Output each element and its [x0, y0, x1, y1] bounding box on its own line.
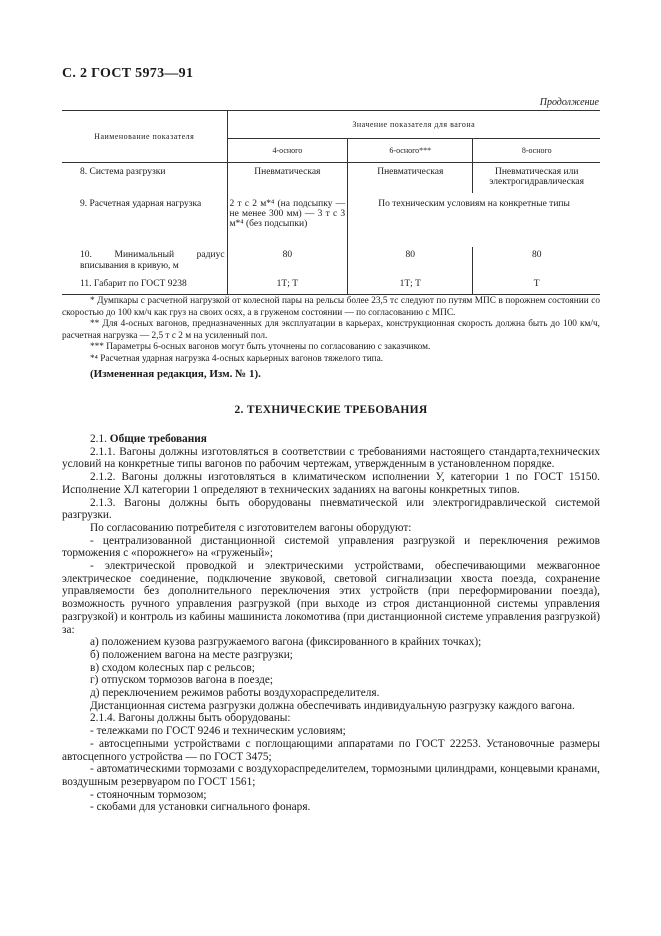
list-item: в) сходом колесных пар с рельсов;	[90, 661, 255, 674]
row-value-8: 80	[531, 249, 542, 260]
table-subheader-6: 6-осного***	[348, 139, 473, 163]
list-item: - централизованной дистанционной системой управления разгрузкой и переключения режимов торможения с «порожнего» на «груженый»;	[62, 534, 600, 560]
table-subheader-8: 8-осного	[473, 139, 600, 163]
list-item: - автосцепными устройствами с поглощающими аппаратами по ГОСТ 22253. Установочные размеры автосцепного устройства — по ГОСТ 3475;	[62, 737, 600, 763]
list-item: д) переключением режимов работы воздухораспределителя.	[90, 687, 380, 700]
footnotes	[62, 296, 600, 381]
paragraph: Дистанционная система разгрузки должна обеспечивать индивидуальную разгрузку каждого вагона.	[90, 699, 575, 712]
row-name: 11. Габарит по ГОСТ 9238	[62, 277, 227, 295]
table-row	[62, 247, 600, 277]
paragraph-2-1	[62, 433, 600, 446]
list-item: - электрической проводкой и электрическими устройствами, обеспечивающими межвагонное электрическое соединение, подключение звуковой, световой сигнализации хвоста поезда, сохранение управляемости без дополнительного переключения этих устройств (при переформировании поезда), возможность ручного управления разгрузкой (при выходе из строя дистанционной системы управления разгрузкой) и контроль из кабины машиниста локомотива (при дистанционной системе управления разгрузкой) за:	[62, 560, 600, 636]
list-item: - автоматическими тормозами с воздухораспределителем, тормозными цилиндрами, концевыми кранами, воздушным резервуаром по ГОСТ 1561;	[62, 763, 600, 788]
continuation-label: Продолжение	[539, 97, 599, 108]
paragraph: 2.1.2. Вагоны должны изготовляться в климатическом исполнении У, категории 1 по ГОСТ 15150. Исполнение ХЛ категории 1 определяют в технических заданиях на вагоны конкретных типов.	[62, 471, 600, 496]
section-title: 2. ТЕХНИЧЕСКИЕ ТРЕБОВАНИЯ	[234, 404, 428, 416]
row-name: 10. Минимальный радиус вписывания в кривую, м	[62, 247, 227, 277]
page-header: С. 2 ГОСТ 5973—91	[62, 66, 194, 81]
row-value-4: Пневматическая	[227, 163, 348, 193]
paragraph: 2.1.1. Вагоны должны изготовляться в соответствии с требованиями настоящего стандарта,технических условий на конкретные типы вагонов по рабочим чертежам, утвержденным в установленном порядке.	[62, 445, 600, 471]
row-value-6: 80	[348, 247, 473, 277]
list-item: а) положением кузова разгружаемого вагона (фиксированного в крайних точках);	[90, 636, 482, 649]
row-value-8: Пневматическая или электрогидравлическая	[489, 167, 584, 187]
row-value-8: Т	[473, 277, 600, 295]
footnote: *** Параметры 6-осных вагонов могут быть уточнены по согласованию с заказчиком.	[90, 342, 431, 352]
table-header-group: Значение показателя для вагона	[227, 111, 600, 139]
paragraph: По согласованию потребителя с изготовителем вагоны оборудуют:	[90, 521, 412, 534]
table-row	[62, 277, 600, 295]
row-value-4: 2 т с 2 м*⁴ (на подсыпку — не менее 300 мм) — 3 т с 3 м*⁴ (без подсыпки)	[227, 193, 348, 247]
revision-note: (Измененная редакция, Изм. № 1).	[90, 368, 261, 380]
row-value-4: 80	[227, 247, 348, 277]
table-row	[62, 163, 600, 193]
subsection-title: Общие требования	[109, 433, 207, 445]
list-item: - скобами для установки сигнального фонаря.	[90, 801, 311, 814]
list-item: г) отпуском тормозов вагона в поезде;	[90, 674, 273, 687]
list-item: - тележками по ГОСТ 9246 и техническим условиям;	[90, 725, 346, 738]
table-header-name: Наименование показателя	[62, 111, 227, 163]
footnote: ** Для 4-осных вагонов, предназначенных для эксплуатации в карьерах, конструкционная скорость должна быть до 100 км/ч, расчетная нагрузка — 2,5 т с 2 м на усиленный пол.	[62, 319, 600, 341]
spec-table	[62, 110, 600, 295]
body-text	[62, 433, 600, 814]
paragraph: 2.1.3. Вагоны должны быть оборудованы пневматической или электрогидравлической системой разгрузки.	[62, 496, 600, 522]
table-row	[62, 193, 600, 247]
row-value-6: Пневматическая	[348, 163, 473, 193]
row-value-4: 1Т; Т	[227, 277, 348, 295]
table-subheader-4: 4-осного	[227, 139, 348, 163]
list-item: б) положением вагона на месте разгрузки;	[90, 648, 293, 661]
paragraph-number: 2.1.	[90, 433, 107, 445]
row-value-6-8: По техническим условиям на конкретные типы	[378, 198, 570, 209]
row-name: 9. Расчетная ударная нагрузка	[62, 193, 227, 247]
footnote: *⁴ Расчетная ударная нагрузка 4-осных карьерных вагонов тяжелого типа.	[90, 353, 384, 364]
list-item: - стояночным тормозом;	[90, 788, 207, 801]
paragraph: 2.1.4. Вагоны должны быть оборудованы:	[90, 712, 291, 725]
footnote: * Думпкары с расчетной нагрузкой от колесной пары на рельсы более 23,5 тс следуют по путям МПС в порожнем состоянии со скоростью до 100 км/ч как груз на своих осях, а в груженом состоянии — по согласованию с МПС.	[62, 296, 600, 318]
row-name: 8. Система разгрузки	[62, 163, 227, 193]
row-value-6: 1Т; Т	[348, 277, 473, 295]
